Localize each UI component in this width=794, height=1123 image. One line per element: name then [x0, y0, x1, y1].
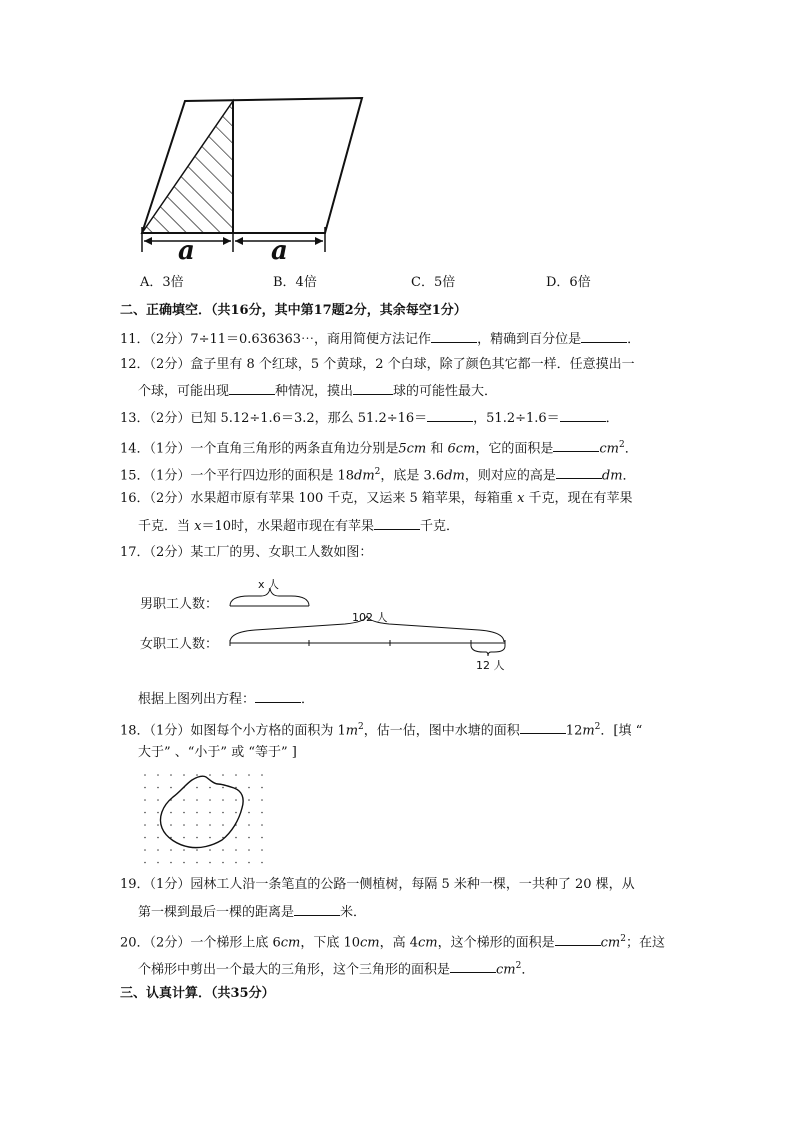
grid-dot	[248, 787, 250, 789]
grid-dot	[235, 862, 237, 864]
q20-text-b: ，下底 10	[300, 935, 361, 951]
pond-grid-figure	[140, 770, 270, 865]
q14-text-d: ．	[624, 441, 638, 457]
grid-dot	[235, 812, 237, 814]
option-c[interactable]: C．5倍	[411, 275, 456, 290]
q20-text-c: ，高 4	[379, 935, 419, 951]
question-13	[120, 409, 619, 428]
q18-exp-2: 2	[594, 722, 601, 732]
q18-unit-2: m	[582, 723, 595, 739]
grid-dot	[144, 824, 146, 826]
grid-dot	[261, 799, 263, 801]
grid-dot	[157, 799, 159, 801]
grid-dot	[209, 774, 211, 776]
grid-dot	[261, 787, 263, 789]
q20-unit-2: cm	[360, 935, 380, 951]
grid-dot	[196, 837, 198, 839]
extra-people-label: 12 人	[476, 659, 505, 672]
grid-dot	[261, 812, 263, 814]
grid-dot	[261, 837, 263, 839]
q19-blank[interactable]	[294, 903, 340, 916]
q15-text-b: ，底是 3.6	[380, 468, 445, 484]
q14-exp: 2	[619, 440, 625, 450]
grid-dot	[248, 837, 250, 839]
q20-exp-1: 2	[620, 934, 626, 944]
q17-blank[interactable]	[255, 690, 301, 703]
q19-text-a: 第一棵到最后一棵的距离是	[138, 905, 295, 920]
q19-text-b: 米．	[340, 905, 367, 920]
q18-text-a: 18．（1分）如图每个小方格的面积为 1	[120, 723, 346, 739]
grid-dot	[196, 849, 198, 851]
option-b[interactable]: B．4倍	[273, 275, 317, 290]
total-people-label: 102 人	[352, 611, 388, 624]
grid-dot	[235, 837, 237, 839]
grid-dot	[209, 812, 211, 814]
grid-dot	[261, 862, 263, 864]
grid-dot	[183, 849, 185, 851]
q13-blank-1[interactable]	[427, 409, 473, 422]
grid-dot	[183, 774, 185, 776]
q18-exp-1: 2	[358, 722, 364, 732]
grid-dot	[235, 799, 237, 801]
grid-dot	[144, 799, 146, 801]
grid-dot	[235, 849, 237, 851]
label-a-left: a	[178, 236, 195, 266]
grid-dot	[144, 812, 146, 814]
q14-text-a: 14．（1分）一个直角三角形的两条直角边分别是	[120, 441, 399, 457]
q12-text-c: 球的可能性最大．	[393, 384, 498, 399]
grid-dot	[261, 774, 263, 776]
section3-heading: 三、认真计算．（共35分）	[120, 986, 275, 1001]
q11-blank-1[interactable]	[431, 330, 477, 343]
q16-var: x	[517, 491, 525, 506]
question-18-line2: 大于” 、“小于” 或 “等于” ]	[138, 745, 297, 760]
q14-blank[interactable]	[553, 439, 599, 452]
q11-blank-2[interactable]	[581, 330, 627, 343]
question-16-line2	[138, 517, 459, 536]
q15-unit-1: dm	[354, 468, 375, 484]
q15-text-a: 15．（1分）一个平行四边形的面积是 18	[120, 468, 354, 484]
question-19-line2	[138, 903, 366, 922]
grid-dot	[222, 849, 224, 851]
q12-blank-2[interactable]	[353, 382, 393, 395]
q15-unit-2: dm	[444, 468, 465, 484]
grid-dot	[209, 799, 211, 801]
grid-dot	[209, 849, 211, 851]
question-12-line1: 12．（2分）盒子里有 8 个红球，5 个黄球，2 个白球，除了颜色其它都一样．任意摸出一	[120, 357, 635, 372]
grid-dot	[222, 799, 224, 801]
question-14	[120, 436, 638, 458]
q13-text-c: ．	[605, 411, 619, 426]
grid-dot	[183, 862, 185, 864]
grid-dot	[157, 837, 159, 839]
q12-text-b: 种情况，摸出	[275, 384, 354, 399]
q20-text-e: ；在这	[626, 935, 666, 951]
grid-dot	[222, 774, 224, 776]
pond-outline	[160, 776, 243, 847]
q15-exp: 2	[374, 467, 381, 477]
q13-text-a: 13．（2分）已知 5.12÷1.6＝3.2，那么 51.2÷16＝	[120, 411, 428, 426]
grid-dot	[209, 837, 211, 839]
grid-dot	[248, 774, 250, 776]
q13-blank-2[interactable]	[560, 409, 606, 422]
grid-dot	[170, 862, 172, 864]
q16-text-d: ＝10时，水果超市现在有苹果	[201, 519, 375, 534]
grid-dot	[157, 849, 159, 851]
q11-text-c: ．	[627, 332, 641, 347]
grid-dot	[261, 849, 263, 851]
q18-unit-1: m	[345, 723, 359, 739]
grid-dot	[209, 787, 211, 789]
q17-equation-text: 根据上图列出方程：	[138, 692, 256, 707]
question-18-line1	[120, 718, 642, 740]
q11-text-b: ，精确到百分位是	[477, 332, 582, 347]
grid-dot	[170, 774, 172, 776]
q18-text-d: ．[填 “	[600, 723, 643, 739]
grid-dot	[196, 799, 198, 801]
grid-dot	[196, 812, 198, 814]
grid-dot	[144, 862, 146, 864]
q15-blank[interactable]	[556, 466, 602, 479]
q14-unit-3: cm	[599, 441, 619, 457]
grid-dot	[144, 774, 146, 776]
grid-dot	[222, 824, 224, 826]
q18-blank[interactable]	[520, 721, 566, 734]
q14-unit-1: 5cm	[398, 441, 427, 457]
grid-dot	[170, 787, 172, 789]
grid-dot	[183, 837, 185, 839]
grid-dot	[170, 849, 172, 851]
grid-dot	[248, 849, 250, 851]
q20-unit-5: cm	[496, 962, 516, 978]
q16-text-b: 千克，现在有苹果	[524, 491, 633, 506]
grid-dot	[157, 812, 159, 814]
q12-text-a: 个球，可能出现	[138, 384, 230, 399]
grid-dot	[261, 824, 263, 826]
q20-text-d: ，这个梯形的面积是	[437, 935, 555, 951]
q15-text-c: ，则对应的高是	[464, 468, 556, 484]
grid-dot	[157, 774, 159, 776]
q16-text-c: 千克．当	[138, 519, 195, 534]
q16-text-a: 16．（2分）水果超市原有苹果 100 千克，又运来 5 箱苹果，每箱重	[120, 491, 518, 506]
grid-dot	[196, 774, 198, 776]
grid-dot	[183, 824, 185, 826]
q20-unit-3: cm	[418, 935, 438, 951]
grid-dot	[183, 812, 185, 814]
grid-dot	[222, 787, 224, 789]
shaded-triangle	[142, 101, 233, 233]
grid-dot	[196, 824, 198, 826]
question-19-line1: 19．（1分）园林工人沿一条笔直的公路一侧植树，每隔 5 米种一棵，一共种了 20 棵，从	[120, 877, 635, 892]
grid-dot	[248, 812, 250, 814]
q17-equation-end: ．	[301, 692, 315, 707]
grid-dot	[209, 824, 211, 826]
parallelogram-figure	[130, 92, 370, 262]
q17-equation-line	[138, 690, 314, 709]
grid-dot	[170, 812, 172, 814]
q20-text-g: ．	[521, 962, 535, 978]
grid-dot	[170, 824, 172, 826]
grid-dot	[144, 849, 146, 851]
grid-dot	[196, 862, 198, 864]
q13-text-b: ，51.2÷1.6＝	[473, 411, 560, 426]
q18-text-b: ，估一估，图中水塘的面积	[363, 723, 520, 739]
grid-dot	[222, 812, 224, 814]
question-17: 17．（2分）某工厂的男、女职工人数如图：	[120, 545, 373, 560]
question-15	[120, 463, 636, 485]
q20-unit-4: cm	[600, 935, 621, 951]
q14-unit-2: 6cm	[447, 441, 476, 457]
q16-text-e: 千克．	[420, 519, 460, 534]
q20-text-f: 个梯形中剪出一个最大的三角形，这个三角形的面积是	[138, 962, 451, 978]
grid-dot	[248, 862, 250, 864]
q20-blank-1[interactable]	[555, 933, 601, 946]
question-12-line2	[138, 382, 497, 401]
q15-text-d: ．	[622, 468, 636, 484]
q18-text-c: 12	[565, 723, 583, 739]
question-20-line1	[120, 930, 665, 952]
q14-text-c: ，它的面积是	[475, 441, 554, 457]
q20-blank-2[interactable]	[450, 960, 496, 973]
grid-dot	[235, 774, 237, 776]
q20-unit-1: cm	[280, 935, 301, 951]
grid-dot	[144, 787, 146, 789]
question-20-line2	[138, 957, 534, 979]
grid-dot	[157, 787, 159, 789]
grid-dot	[248, 824, 250, 826]
q12-blank-1[interactable]	[229, 382, 275, 395]
q11-text-a: 11．（2分）7÷11＝0.636363⋯，商用简便方法记作	[120, 332, 432, 347]
section2-heading: 二、正确填空．（共16分，其中第17题2分，其余每空1分）	[120, 303, 467, 318]
male-workers-label: 男职工人数：	[140, 597, 219, 612]
option-a[interactable]: A．3倍	[140, 275, 184, 290]
q15-unit-3: dm	[601, 468, 623, 484]
grid-dot	[196, 787, 198, 789]
grid-dot	[222, 862, 224, 864]
x-people-label: x 人	[258, 578, 280, 591]
q16-var-2: x	[194, 519, 202, 534]
q20-exp-2: 2	[515, 961, 522, 971]
question-11	[120, 330, 640, 349]
line-segment-diagram	[225, 588, 515, 658]
grid-dot	[157, 824, 159, 826]
q20-text-a: 20．（2分）一个梯形上底 6	[120, 935, 281, 951]
female-workers-label: 女职工人数：	[140, 637, 219, 652]
grid-dot	[209, 862, 211, 864]
grid-dot	[248, 799, 250, 801]
question-16-line1	[120, 490, 633, 508]
q14-text-b: 和	[426, 441, 448, 457]
label-a-right: a	[271, 236, 288, 266]
grid-dot	[157, 862, 159, 864]
grid-dot	[183, 799, 185, 801]
grid-dot	[144, 837, 146, 839]
q16-blank[interactable]	[374, 517, 420, 530]
option-d[interactable]: D．6倍	[546, 275, 591, 290]
